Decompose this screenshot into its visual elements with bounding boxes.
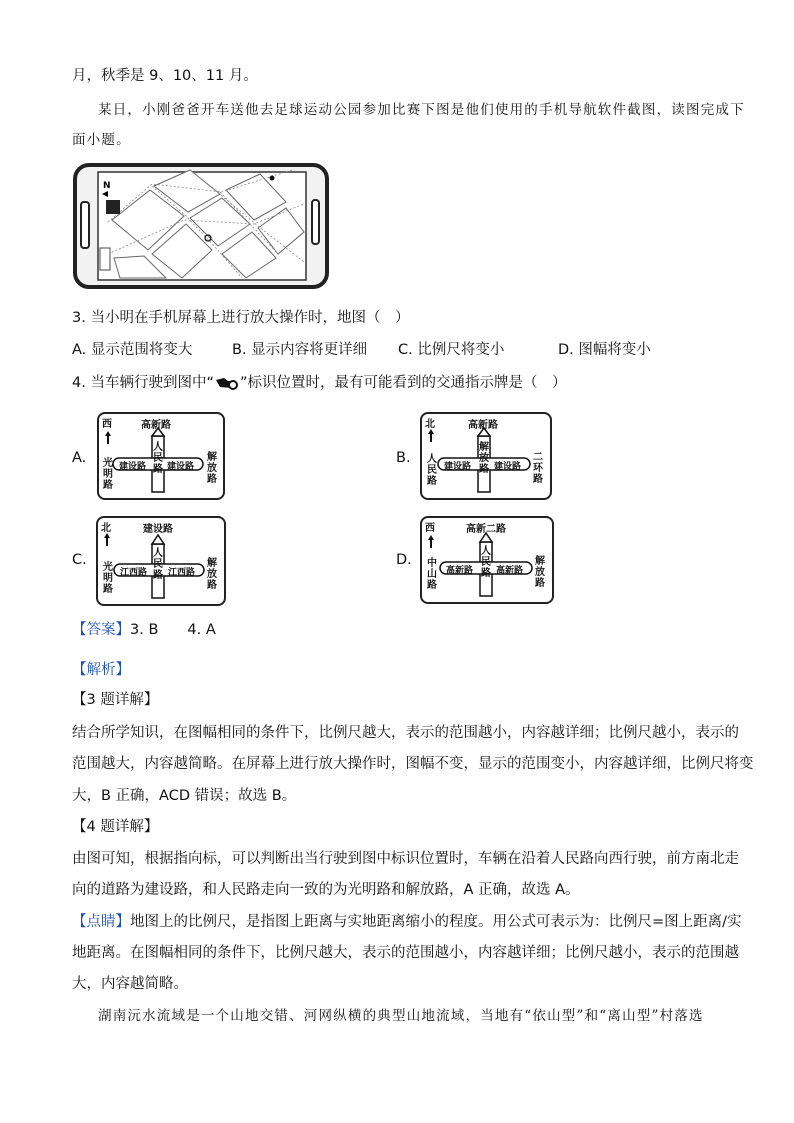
- intro-line-2: 面小题。: [72, 132, 131, 148]
- q4-stem-pre: 4. 当车辆行驶到图中“: [72, 375, 214, 391]
- sign-a-right-inner: 建设路: [167, 462, 195, 472]
- sign-d-left-inner: 高新路: [446, 566, 474, 576]
- sign-d-right-inner: 高新路: [496, 566, 524, 576]
- bottom-line: 湖南沅水流域是一个山地交错、河网纵横的典型山地流域，当地有“依山型”和“离山型”村落选: [98, 1008, 704, 1024]
- sign-a: [97, 412, 225, 500]
- q3-option-a: A. 显示范围将变大: [72, 342, 193, 358]
- sign-c-center: 人民路: [153, 548, 163, 581]
- q3-detail-line-2: 范围越大，内容越简略。在屏幕上进行放大操作时，图幅不变，显示的范围变小，内容越详细，比例尺将变: [72, 756, 754, 772]
- sign-c-right: 解放路: [207, 558, 217, 591]
- car-icon: [214, 375, 240, 391]
- q4-stem-post: ”标识位置时，最有可能看到的交通指示牌是（ ）: [239, 375, 567, 391]
- sign-a-right: 解放路: [207, 452, 217, 485]
- sign-b-top: 高新路: [468, 420, 498, 431]
- sign-d-dir: 西: [425, 523, 435, 534]
- sign-c: [96, 516, 226, 606]
- answer-label: 【答案】: [72, 622, 130, 638]
- q4-detail-label: 【4 题详解】: [72, 819, 159, 835]
- sign-d-left: 中山路: [427, 558, 437, 591]
- answer-text: 3. B 4. A: [130, 622, 216, 638]
- sign-b-right: 二环路: [533, 452, 543, 485]
- sign-d-center: 人民路: [481, 546, 491, 579]
- q4-stem: [72, 373, 566, 393]
- tip-text-1: 地图上的比例尺，是指图上距离与实地距离缩小的程度。用公式可表示为：比例尺=图上距离/实: [130, 914, 742, 930]
- sign-c-left: 光明路: [103, 562, 113, 595]
- sign-a-left-inner: 建设路: [119, 462, 147, 472]
- q3-option-d: D. 图幅将变小: [558, 342, 651, 358]
- top-line: 月，秋季是 9、10、11 月。: [72, 68, 258, 84]
- north-label: N: [103, 181, 111, 191]
- car-marker-icon: [270, 176, 275, 181]
- answer-line: [72, 620, 216, 640]
- sign-b-right-inner: 建设路: [494, 462, 522, 472]
- sign-c-letter: C.: [72, 552, 87, 568]
- sign-c-dir: 北: [101, 523, 111, 534]
- sign-a-dir: 西: [102, 419, 112, 430]
- sign-d-top: 高新二路: [466, 524, 506, 535]
- q3-option-c: C. 比例尺将变小: [398, 342, 505, 358]
- q3-stem: 3. 当小明在手机屏幕上进行放大操作时，地图（ ）: [72, 310, 410, 326]
- sign-b: [420, 412, 552, 500]
- q3-detail-line-1: 结合所学知识，在图幅相同的条件下，比例尺越大，表示的范围越小，内容越详细；比例尺越小，表示的: [72, 725, 739, 741]
- sign-c-top: 建设路: [143, 524, 173, 535]
- sign-a-top: 高新路: [141, 420, 171, 431]
- phone-map-figure: [72, 162, 330, 290]
- tip-label: 【点睛】: [72, 914, 130, 930]
- sign-b-left-inner: 建设路: [444, 462, 472, 472]
- zoom-controls-icon: [100, 248, 110, 270]
- sign-c-left-inner: 江西路: [120, 568, 148, 578]
- q4-detail-line-2: 向的道路为建设路，和人民路走向一致的为光明路和解放路，A 正确，故选 A。: [72, 882, 580, 898]
- sign-c-right-inner: 江西路: [168, 568, 196, 578]
- q3-option-b: B. 显示内容将更详细: [232, 342, 368, 358]
- sign-a-letter: A.: [72, 450, 87, 466]
- building-block-icon: [106, 200, 120, 214]
- analysis-label: 【解析】: [72, 662, 130, 678]
- sign-b-left: 人民路: [427, 454, 437, 487]
- q4-detail-line-1: 由图可知，根据指向标，可以判断出当行驶到图中标识位置时，车辆在沿着人民路向西行驶，前方南北走: [72, 851, 739, 867]
- tip-line-2: 地距离。在图幅相同的条件下，比例尺越大，表示的范围越小，内容越详细；比例尺越小，表示的范围越: [72, 945, 739, 961]
- sign-b-center: 解放路: [479, 442, 489, 475]
- tip-line-1: [72, 912, 742, 932]
- sign-d: [420, 516, 554, 604]
- sign-a-left: 光明路: [103, 458, 113, 491]
- sign-d-letter: D.: [396, 552, 412, 568]
- tip-line-3: 大，内容越简略。: [72, 976, 188, 992]
- q3-detail-label: 【3 题详解】: [72, 692, 159, 708]
- sign-b-dir: 北: [425, 419, 435, 430]
- sign-a-center: 人民路: [153, 442, 163, 475]
- q3-detail-line-3: 大，B 正确，ACD 错误；故选 B。: [72, 788, 297, 804]
- sign-d-right: 解放路: [535, 556, 545, 589]
- intro-line-1: 某日，小刚爸爸开车送他去足球运动公园参加比赛下图是他们使用的手机导航软件截图，读图完成下: [98, 102, 745, 118]
- sign-b-letter: B.: [396, 450, 411, 466]
